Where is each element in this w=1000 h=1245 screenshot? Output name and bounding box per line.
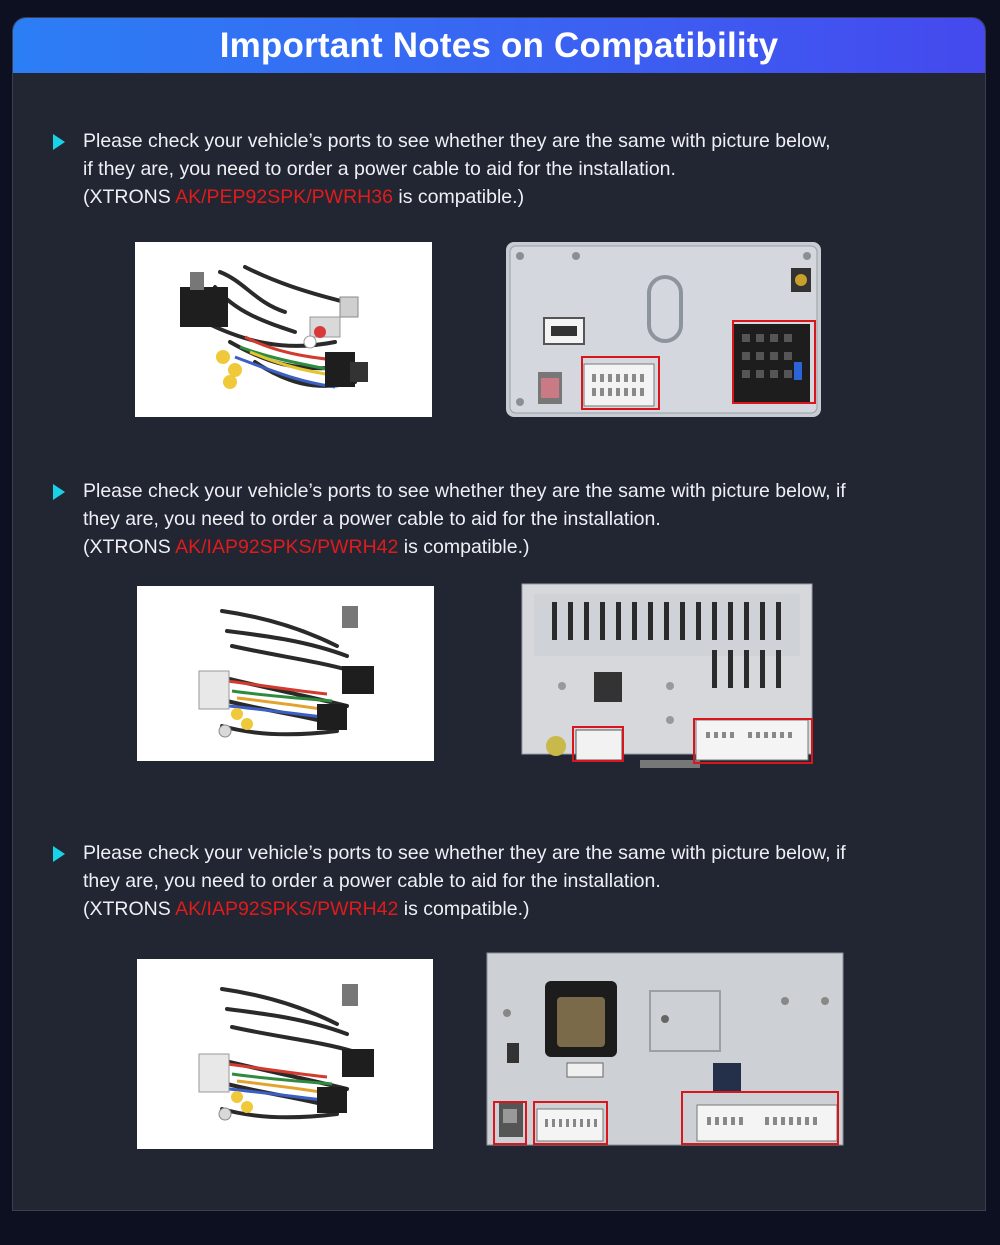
highlight-connector-a bbox=[572, 726, 624, 762]
model-code: AK/IAP92SPKS/PWRH42 bbox=[175, 536, 399, 558]
compat-suffix: is compatible.) bbox=[398, 536, 530, 558]
head-unit-rear-photo-1 bbox=[506, 242, 821, 417]
model-code: AK/PEP92SPK/PWRH36 bbox=[175, 186, 393, 208]
model-code: AK/IAP92SPKS/PWRH42 bbox=[175, 898, 399, 920]
compat-prefix: (XTRONS bbox=[83, 536, 176, 558]
compat-prefix: (XTRONS bbox=[83, 898, 176, 920]
compat-prefix: (XTRONS bbox=[83, 186, 176, 208]
power-cable-photo-3 bbox=[137, 959, 433, 1149]
section-3-line1: Please check your vehicle’s ports to see whether they are the same with picture below, if bbox=[83, 842, 846, 864]
compat-suffix: is compatible.) bbox=[398, 898, 530, 920]
highlight-connector-a bbox=[581, 356, 660, 410]
head-unit-rear-photo-2 bbox=[520, 580, 814, 770]
play-triangle-icon bbox=[53, 846, 65, 862]
section-1-line2: if they are, you need to order a power cable to aid for the installation. bbox=[83, 158, 676, 180]
highlight-connector-b bbox=[732, 320, 816, 404]
section-3-line2: they are, you need to order a power cable to aid for the installation. bbox=[83, 870, 661, 892]
compat-suffix: is compatible.) bbox=[392, 186, 525, 208]
play-triangle-icon bbox=[53, 134, 65, 150]
play-triangle-icon bbox=[53, 484, 65, 500]
section-1-text bbox=[83, 127, 831, 211]
highlight-connector-b bbox=[693, 718, 813, 764]
section-1-line3 bbox=[83, 183, 831, 211]
highlight-connector-b bbox=[533, 1101, 608, 1145]
section-3-line3 bbox=[83, 895, 846, 923]
highlight-connector-c bbox=[681, 1091, 839, 1145]
section-2-text bbox=[83, 477, 846, 561]
section-3-text bbox=[83, 839, 846, 923]
power-cable-photo-2 bbox=[137, 586, 434, 761]
section-2-line3 bbox=[83, 533, 846, 561]
section-1-line1: Please check your vehicle’s ports to see whether they are the same with picture below, bbox=[83, 130, 831, 152]
section-2-line1: Please check your vehicle’s ports to see whether they are the same with picture below, if bbox=[83, 480, 846, 502]
page-title: Important Notes on Compatibility bbox=[219, 25, 779, 65]
highlight-connector-a bbox=[493, 1101, 527, 1145]
power-cable-photo-1 bbox=[135, 242, 432, 417]
head-unit-rear-photo-3 bbox=[485, 951, 845, 1148]
header-banner bbox=[13, 18, 985, 73]
section-2-line2: they are, you need to order a power cable to aid for the installation. bbox=[83, 508, 661, 530]
compatibility-panel bbox=[12, 17, 986, 1211]
